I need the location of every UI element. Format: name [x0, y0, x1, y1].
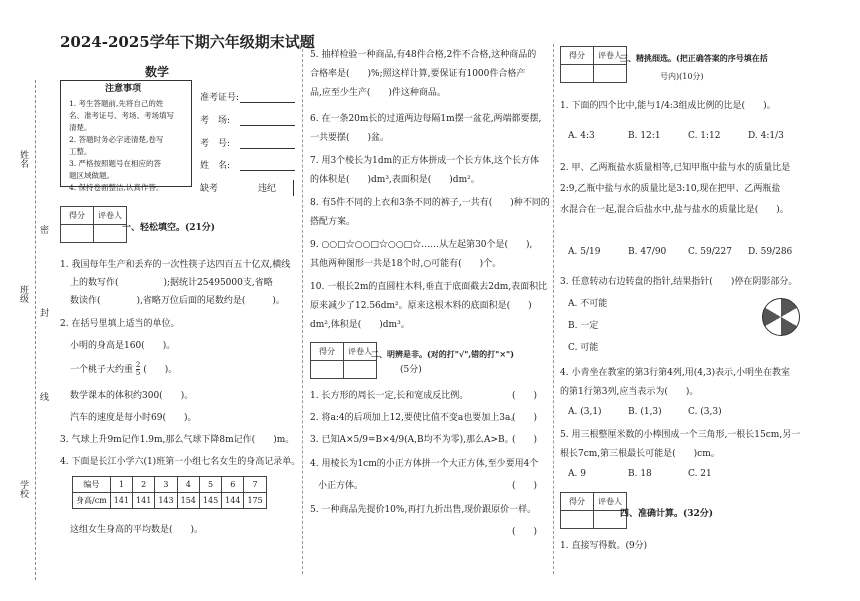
- grader-cell: 评卷人: [94, 207, 127, 225]
- choice-2-a[interactable]: A. 5/19: [568, 247, 601, 257]
- section4-heading: 四、准确计算。(32分): [620, 509, 714, 519]
- grader-input[interactable]: [594, 65, 627, 83]
- notice-item: 1. 考生答题前,先将自己的姓: [69, 99, 164, 108]
- table-cell: 6: [222, 477, 244, 493]
- score-box-3: [560, 46, 627, 83]
- judge-5: 5. 一种商品先提价10%,再打九折出售,现价跟原价一样。: [310, 505, 537, 515]
- q1-8: [310, 194, 550, 232]
- table-cell: 154: [177, 493, 199, 509]
- binding-line: [35, 80, 36, 580]
- score-input[interactable]: [561, 65, 594, 83]
- score-cell: 得分: [311, 343, 344, 361]
- q-line: 9. ○○□☆○○□☆○○□☆……从左起第30个是( ),: [310, 240, 533, 250]
- q-line: 原来减少了12.56dm²。原来这根木料的底面积是( ): [310, 301, 532, 311]
- column-divider: [553, 44, 554, 574]
- violation-label: 违纪: [258, 184, 277, 194]
- binding-label-seal-2: 封: [40, 309, 50, 319]
- q1-7: [310, 152, 539, 190]
- choice-5: [560, 426, 800, 464]
- judge-4: 4. 用棱长为1cm的小正方体拼一个大正方体,至少要用4个: [310, 459, 539, 469]
- table-cell: 7: [244, 477, 266, 493]
- field-exam-id-label: 准考证号:: [200, 93, 240, 103]
- score-input[interactable]: [61, 225, 94, 243]
- notice-box: [60, 80, 192, 192]
- field-divider: [293, 180, 294, 196]
- score-box-1: [60, 206, 127, 243]
- q-text: ( )。: [143, 365, 178, 375]
- q-line: 10. 一根长2m的直圆柱木料,垂直于底面截去2dm,表面积比: [310, 282, 548, 292]
- table-cell: 身高/cm: [73, 493, 111, 509]
- grader-cell: 评卷人: [344, 343, 377, 361]
- notice-item: 工整。: [69, 147, 92, 156]
- judge-2: 2. 将a:4的后项加上12,要使比值不变a也要加上3a。: [310, 413, 520, 423]
- choice-2: [560, 158, 790, 221]
- choice-3-b[interactable]: B. 一定: [568, 321, 599, 331]
- choice-4-b[interactable]: B. (1,3): [628, 407, 662, 417]
- q1-4-tail: 这组女生身高的平均数是( )。: [70, 525, 204, 535]
- q-line: 品,应至少生产( )件这种商品。: [310, 88, 446, 98]
- q-line: 搭配方案。: [310, 217, 356, 227]
- q-line: dm²,体积是( )dm³。: [310, 320, 410, 330]
- section3-heading: 三、精挑细选。(把正确答案的序号填在括: [620, 53, 768, 63]
- table-cell: 141: [133, 493, 155, 509]
- missing-label: 缺考: [200, 184, 219, 194]
- q1-2-a: 小明的身高是160( )。: [70, 341, 176, 351]
- choice-2-b[interactable]: B. 47/90: [628, 247, 667, 257]
- section4-q1: 1. 直接写得数。(9分): [560, 541, 648, 551]
- choice-1-c[interactable]: C. 1:12: [688, 131, 721, 141]
- choice-1: 1. 下面的四个比中,能与1/4:3组成比例的比是( )。: [560, 101, 776, 111]
- table-cell: 5: [199, 477, 221, 493]
- notice-item: 2. 答题时务必字迹清楚,卷写: [69, 135, 164, 144]
- exam-title: 2024-2025学年下期六年级期末试题: [60, 33, 315, 51]
- choice-1-d[interactable]: D. 4:1/3: [748, 131, 784, 141]
- column-divider: [302, 44, 303, 574]
- choice-5-b[interactable]: B. 18: [628, 469, 652, 479]
- q-line: 根长7cm,第三根最长可能是( )cm。: [560, 449, 720, 459]
- notice-item: 清楚。: [69, 123, 92, 132]
- choice-5-a[interactable]: A. 9: [568, 469, 586, 479]
- q-line: 2:9,乙瓶中盐与水的质量比是3:10,现在把甲、乙两瓶盐: [560, 184, 781, 194]
- q-line: 其他两种图形一共是18个时,○可能有( )个。: [310, 259, 502, 269]
- grader-input[interactable]: [344, 361, 377, 379]
- score-cell: 得分: [61, 207, 94, 225]
- notice-list: [69, 98, 174, 194]
- q1-4: 4. 下面是长江小学六(1)班第一小组七名女生的身高记录单。: [60, 457, 301, 467]
- grader-cell: 评卷人: [594, 493, 627, 511]
- q-line: 水混合在一起,混合后盐水中,盐与盐水的质量比是( )。: [560, 205, 789, 215]
- score-input[interactable]: [311, 361, 344, 379]
- choice-1-b[interactable]: B. 12:1: [628, 131, 661, 141]
- binding-label-name: 姓名: [18, 150, 28, 168]
- judge-4-cont: 小正方体。: [318, 481, 364, 491]
- judge-1-paren[interactable]: ( ): [512, 391, 538, 401]
- section2-points: (5分): [400, 365, 422, 375]
- q1-2-b: [70, 362, 177, 377]
- field-name-label: 姓 名:: [200, 161, 231, 171]
- q-line: 的体积是( )dm³,表面积是( )dm²。: [310, 175, 480, 185]
- binding-label-school: 学校: [18, 480, 28, 498]
- subject-title: 数学: [145, 65, 170, 79]
- q-text: 一个桃子大约重: [70, 365, 134, 375]
- table-cell: 141: [110, 493, 132, 509]
- field-number-label: 考 号:: [200, 139, 231, 149]
- frac-den: 5: [135, 369, 141, 377]
- table-cell: 2: [133, 477, 155, 493]
- q1-5: [310, 46, 536, 103]
- table-cell: 143: [155, 493, 177, 509]
- table-cell: 3: [155, 477, 177, 493]
- q1-1: [60, 256, 290, 310]
- q1-10: [310, 278, 547, 335]
- q1-3: 3. 气球上升9m记作1.9m,那么气球下降8m记作( )m。: [60, 435, 295, 445]
- judge-3: 3. 已知A×5/9=B×4/9(A,B均不为零),那么A>B。: [310, 435, 514, 445]
- judge-3-paren[interactable]: ( ): [512, 435, 538, 445]
- q-line: 上的数写作( );据统计25495000支,省略: [70, 278, 273, 288]
- fraction: [136, 362, 140, 377]
- score-cell: 得分: [561, 493, 594, 511]
- q1-2-c: 数学课本的体积约300( )。: [70, 391, 194, 401]
- choice-3-a[interactable]: A. 不可能: [568, 299, 608, 309]
- choice-5-c[interactable]: C. 21: [688, 469, 712, 479]
- spinner-disc: [762, 298, 800, 336]
- q-line: 的第1行第3列,应当表示为( )。: [560, 387, 699, 397]
- q1-2: 2. 在括号里填上适当的单位。: [60, 319, 180, 329]
- choice-4-c[interactable]: C. (3,3): [688, 407, 722, 417]
- q-line: 7. 用3个棱长为1dm的正方体拼成一个长方体,这个长方体: [310, 156, 540, 166]
- choice-1-a[interactable]: A. 4:3: [568, 131, 595, 141]
- choice-2-d[interactable]: D. 59/286: [748, 247, 793, 257]
- section3-tail: 号内)(10分): [660, 72, 704, 81]
- score-cell: 得分: [561, 47, 594, 65]
- height-table: [72, 476, 267, 509]
- q-line: 8. 有5件不同的上衣和3条不同的裤子,一共有( )种不同的: [310, 198, 550, 208]
- q-line: 6. 在一条20m长的过道两边每隔1m摆一盆花,两端都要摆,: [310, 114, 542, 124]
- notice-item: 3. 严格按照题号在相应的答: [69, 159, 162, 168]
- q1-9: [310, 236, 532, 274]
- choice-2-c[interactable]: C. 59/227: [688, 247, 732, 257]
- q-line: 5. 抽样检验一种商品,有48件合格,2件不合格,这种商品的: [310, 50, 537, 60]
- notice-item: 名、准考证号、考场、考场填写: [69, 111, 174, 120]
- field-name-line[interactable]: [240, 170, 295, 171]
- score-box-2: [310, 342, 377, 379]
- q1-6: [310, 110, 541, 148]
- table-cell: 145: [199, 493, 221, 509]
- field-room-label: 考 场:: [200, 116, 231, 126]
- q-line: 合格率是( )%;照这样计算,要保证有1000件合格产: [310, 69, 526, 79]
- q-line: 1. 我国每年生产和丢弃的一次性筷子达四百五十亿双,横线: [60, 260, 291, 270]
- choice-4-a[interactable]: A. (3,1): [568, 407, 602, 417]
- judge-5-paren[interactable]: ( ): [512, 527, 538, 537]
- binding-label-class: 班级: [18, 285, 28, 303]
- q-line: 数读作( ),省略万位后面的尾数约是( )。: [70, 296, 285, 306]
- binding-label-seal-1: 密: [40, 226, 50, 236]
- field-exam-id-line[interactable]: [240, 102, 295, 103]
- section1-heading: 一、轻松填空。(21分): [122, 223, 216, 233]
- frac-num: 2: [135, 361, 141, 369]
- notice-item: 4. 保持卷面整洁,认真作答。: [69, 183, 164, 192]
- q1-2-d: 汽车的速度是每小时69( )。: [70, 413, 197, 423]
- score-box-4: [560, 492, 627, 529]
- notice-title: 注意事项: [105, 84, 142, 94]
- grader-cell: 评卷人: [594, 47, 627, 65]
- notice-item: 题区域做题。: [69, 171, 114, 180]
- judge-2-paren[interactable]: ( ): [512, 413, 538, 423]
- choice-4: [560, 364, 790, 402]
- table-cell: 144: [222, 493, 244, 509]
- score-input[interactable]: [561, 511, 594, 529]
- judge-1: 1. 长方形的周长一定,长和宽成反比例。: [310, 391, 469, 401]
- q-line: 一共要摆( )盆。: [310, 133, 390, 143]
- field-number-line[interactable]: [240, 148, 295, 149]
- table-cell: 175: [244, 493, 266, 509]
- table-cell: 4: [177, 477, 199, 493]
- table-cell: 1: [110, 477, 132, 493]
- field-room-line[interactable]: [240, 125, 295, 126]
- judge-4-paren[interactable]: ( ): [512, 481, 538, 491]
- binding-label-line: 线: [40, 393, 50, 403]
- table-cell: 编号: [73, 477, 111, 493]
- table-header-row: [73, 477, 267, 493]
- choice-3-c[interactable]: C. 可能: [568, 343, 599, 353]
- q-line: 5. 用三根整厘米数的小棒围成一个三角形,一根长15cm,另一: [560, 430, 801, 440]
- table-row: [73, 493, 267, 509]
- choice-3: 3. 任意转动右边转盘的指针,结果指针( )停在阴影部分。: [560, 277, 798, 287]
- section2-heading: 二、明辨是非。(对的打"√",错的打"×"): [371, 349, 514, 359]
- q-line: 2. 甲、乙两瓶盐水质量相等,已知甲瓶中盐与水的质量比是: [560, 163, 791, 173]
- q-line: 4. 小青坐在教室的第3行第4列,用(4,3)表示,小明坐在教室: [560, 368, 790, 378]
